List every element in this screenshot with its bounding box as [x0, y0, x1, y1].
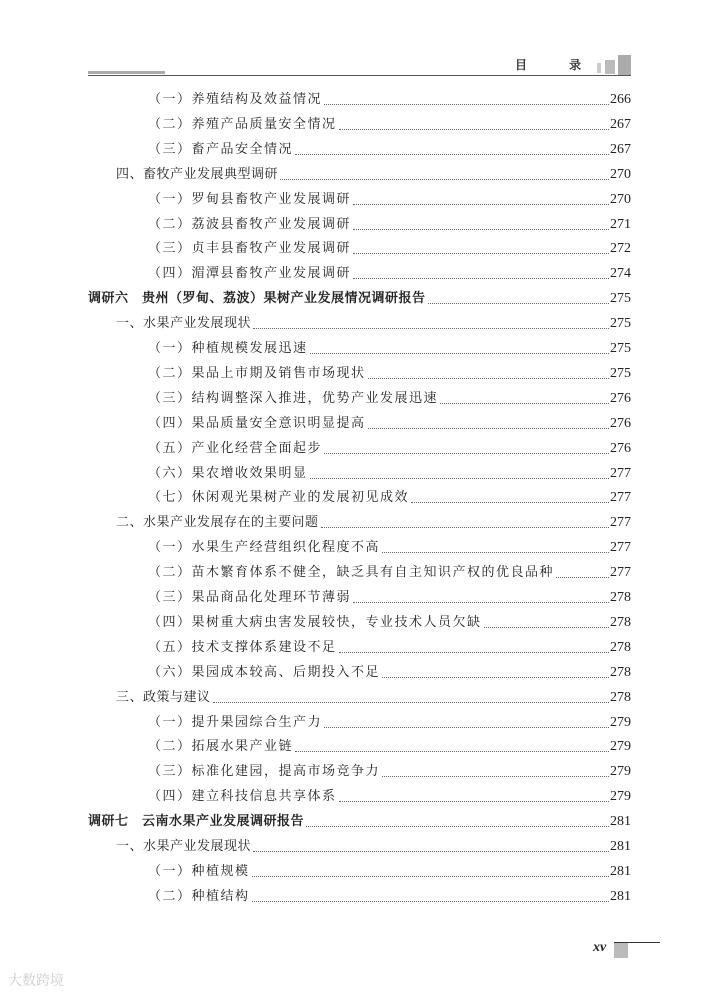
dot-leader [310, 353, 609, 354]
entry-title: 二、水果产业发展存在的主要问题 [116, 515, 319, 531]
dot-leader [321, 527, 609, 528]
toc-chapter-entry[interactable] [88, 812, 631, 832]
entry-title: （四）果品质量安全意识明显提高 [148, 415, 366, 431]
toc-subsection-entry[interactable] [148, 239, 631, 259]
header-thick-rule [88, 71, 165, 74]
dot-leader [295, 154, 609, 155]
header-block [597, 63, 601, 73]
dot-leader [353, 278, 609, 279]
entry-page-number: 275 [610, 316, 631, 332]
entry-page-number: 277 [610, 515, 631, 531]
entry-title: （二）果品上市期及销售市场现状 [148, 365, 366, 381]
entry-page-number: 277 [610, 465, 631, 481]
dot-leader [280, 179, 609, 180]
entry-title: （三）结构调整深入推进，优势产业发展迅速 [148, 390, 439, 406]
entry-title: （一）提升果园综合生产力 [148, 714, 323, 730]
entry-title: （三）果品商品化处理环节薄弱 [148, 590, 352, 605]
entry-page-number: 281 [610, 839, 631, 854]
entry-title: （五）产业化经营全面起步 [148, 440, 323, 456]
toc-subsection-entry[interactable] [148, 389, 631, 409]
entry-title: （二）养殖产品质量安全情况 [148, 116, 337, 132]
entry-page-number: 281 [610, 814, 631, 830]
dot-leader [368, 428, 609, 429]
entry-page-number: 271 [610, 216, 631, 232]
running-header-title: 目 录 [515, 58, 582, 72]
entry-page-number: 267 [610, 141, 631, 157]
toc-subsection-entry[interactable] [148, 488, 631, 508]
toc-subsection-entry[interactable] [148, 613, 631, 633]
toc-section-entry[interactable] [116, 688, 631, 708]
entry-page-number: 276 [610, 415, 631, 431]
toc-subsection-entry[interactable] [148, 339, 631, 359]
dot-leader [310, 478, 609, 479]
toc-section-entry[interactable] [116, 314, 631, 334]
toc-subsection-entry[interactable] [148, 414, 631, 434]
entry-title: （七）休闲观光果树产业的发展初见成效 [148, 490, 410, 506]
entry-title: （四）果树重大病虫害发展较快，专业技术人员欠缺 [148, 614, 482, 630]
dot-leader [324, 453, 609, 454]
entry-title: （一）养殖结构及效益情况 [148, 92, 323, 107]
dot-leader [295, 751, 609, 752]
dot-leader [252, 901, 609, 902]
dot-leader [253, 851, 609, 852]
dot-leader [306, 826, 609, 827]
entry-title: 调研六 贵州（罗甸、荔波）果树产业发展情况调研报告 [88, 291, 426, 307]
toc-section-entry[interactable] [116, 165, 631, 185]
toc-subsection-entry[interactable] [148, 787, 631, 807]
entry-page-number: 277 [610, 490, 631, 506]
entry-title: （二）种植结构 [148, 888, 250, 904]
header-block [605, 60, 615, 74]
toc-subsection-entry[interactable] [148, 264, 631, 284]
toc-chapter-entry[interactable] [88, 289, 631, 309]
dot-leader [253, 328, 609, 329]
toc-subsection-entry[interactable] [148, 737, 631, 757]
watermark: 大数跨境 [8, 973, 64, 989]
entry-title: 调研七 云南水果产业发展调研报告 [88, 814, 305, 830]
entry-page-number: 281 [610, 888, 631, 904]
dot-leader [382, 552, 609, 553]
entry-page-number: 279 [610, 764, 631, 780]
entry-page-number: 278 [610, 664, 631, 680]
dot-leader [411, 502, 609, 503]
entry-title: （五）技术支撑体系建设不足 [148, 639, 337, 655]
entry-title: （二）荔波县畜牧产业发展调研 [148, 216, 352, 232]
dot-leader [556, 577, 609, 578]
entry-page-number: 277 [610, 565, 631, 581]
entry-title: 一、水果产业发展现状 [116, 839, 252, 854]
toc-subsection-entry[interactable] [148, 862, 631, 882]
entry-page-number: 278 [610, 590, 631, 605]
entry-page-number: 281 [610, 863, 631, 879]
entry-title: （四）建立科技信息共享体系 [148, 789, 337, 805]
entry-page-number: 276 [610, 390, 631, 406]
toc-subsection-entry[interactable] [148, 563, 631, 583]
entry-title: （二）苗木繁育体系不健全，缺乏具有自主知识产权的优良品种 [148, 565, 555, 581]
entry-page-number: 274 [610, 266, 631, 282]
entry-title: （二）拓展水果产业链 [148, 739, 294, 755]
entry-title: （六）果农增收效果明显 [148, 465, 308, 481]
toc-subsection-entry[interactable] [148, 364, 631, 384]
entry-page-number: 272 [610, 241, 631, 257]
dot-leader [353, 229, 609, 230]
entry-page-number: 276 [610, 440, 631, 456]
header-rule [88, 75, 631, 76]
dot-leader [213, 702, 609, 703]
toc-subsection-entry[interactable] [148, 215, 631, 235]
entry-title: 一、水果产业发展现状 [116, 316, 252, 332]
dot-leader [324, 104, 609, 105]
entry-page-number: 278 [610, 639, 631, 655]
entry-title: （三）标准化建园，提高市场竞争力 [148, 764, 381, 780]
toc-section-entry[interactable] [116, 837, 631, 857]
toc-subsection-entry[interactable] [148, 439, 631, 459]
entry-title: （一）种植规模发展迅速 [148, 341, 308, 356]
entry-page-number: 275 [610, 365, 631, 381]
entry-page-number: 267 [610, 116, 631, 132]
entry-title: （一）罗甸县畜牧产业发展调研 [148, 191, 352, 207]
dot-leader [440, 403, 609, 404]
entry-page-number: 278 [610, 689, 631, 705]
toc-subsection-entry[interactable] [148, 638, 631, 658]
entry-page-number: 275 [610, 291, 631, 307]
entry-title: （三）贞丰县畜牧产业发展调研 [148, 241, 352, 257]
dot-leader [368, 378, 609, 379]
page-number: xv [593, 940, 607, 955]
toc-subsection-entry[interactable] [148, 140, 631, 160]
entry-title: 三、政策与建议 [116, 689, 211, 705]
entry-page-number: 279 [610, 789, 631, 805]
dot-leader [324, 727, 609, 728]
dot-leader [382, 677, 609, 678]
toc-subsection-entry[interactable] [148, 762, 631, 782]
dot-leader [252, 876, 609, 877]
dot-leader [339, 652, 609, 653]
toc-subsection-entry[interactable] [148, 663, 631, 683]
dot-leader [428, 303, 609, 304]
header-block [618, 55, 631, 75]
entry-page-number: 270 [610, 191, 631, 207]
dot-leader [382, 776, 609, 777]
entry-page-number: 279 [610, 739, 631, 755]
entry-title: （三）畜产品安全情况 [148, 141, 294, 157]
entry-title: （六）果园成本较高、后期投入不足 [148, 664, 381, 680]
entry-title: 四、畜牧产业发展典型调研 [116, 166, 279, 182]
entry-page-number: 277 [610, 540, 631, 556]
dot-leader [353, 253, 609, 254]
dot-leader [484, 627, 609, 628]
dot-leader [339, 129, 609, 130]
toc-subsection-entry[interactable] [148, 588, 631, 608]
entry-page-number: 279 [610, 714, 631, 730]
toc-subsection-entry[interactable] [148, 887, 631, 907]
entry-title: （四）湄潭县畜牧产业发展调研 [148, 266, 352, 282]
toc-subsection-entry[interactable] [148, 464, 631, 484]
toc-subsection-entry[interactable] [148, 90, 631, 110]
toc-subsection-entry[interactable] [148, 115, 631, 135]
footer-block [614, 943, 628, 958]
toc-subsection-entry[interactable] [148, 713, 631, 733]
toc-subsection-entry[interactable] [148, 190, 631, 210]
dot-leader [339, 801, 609, 802]
toc-subsection-entry[interactable] [148, 538, 631, 558]
entry-page-number: 275 [610, 341, 631, 356]
toc-section-entry[interactable] [116, 513, 631, 533]
entry-title: （一）种植规模 [148, 863, 250, 879]
entry-title: （一）水果生产经营组织化程度不高 [148, 540, 381, 556]
dot-leader [353, 602, 609, 603]
entry-page-number: 278 [610, 614, 631, 630]
entry-page-number: 266 [610, 92, 631, 107]
dot-leader [353, 204, 609, 205]
entry-page-number: 270 [610, 166, 631, 182]
